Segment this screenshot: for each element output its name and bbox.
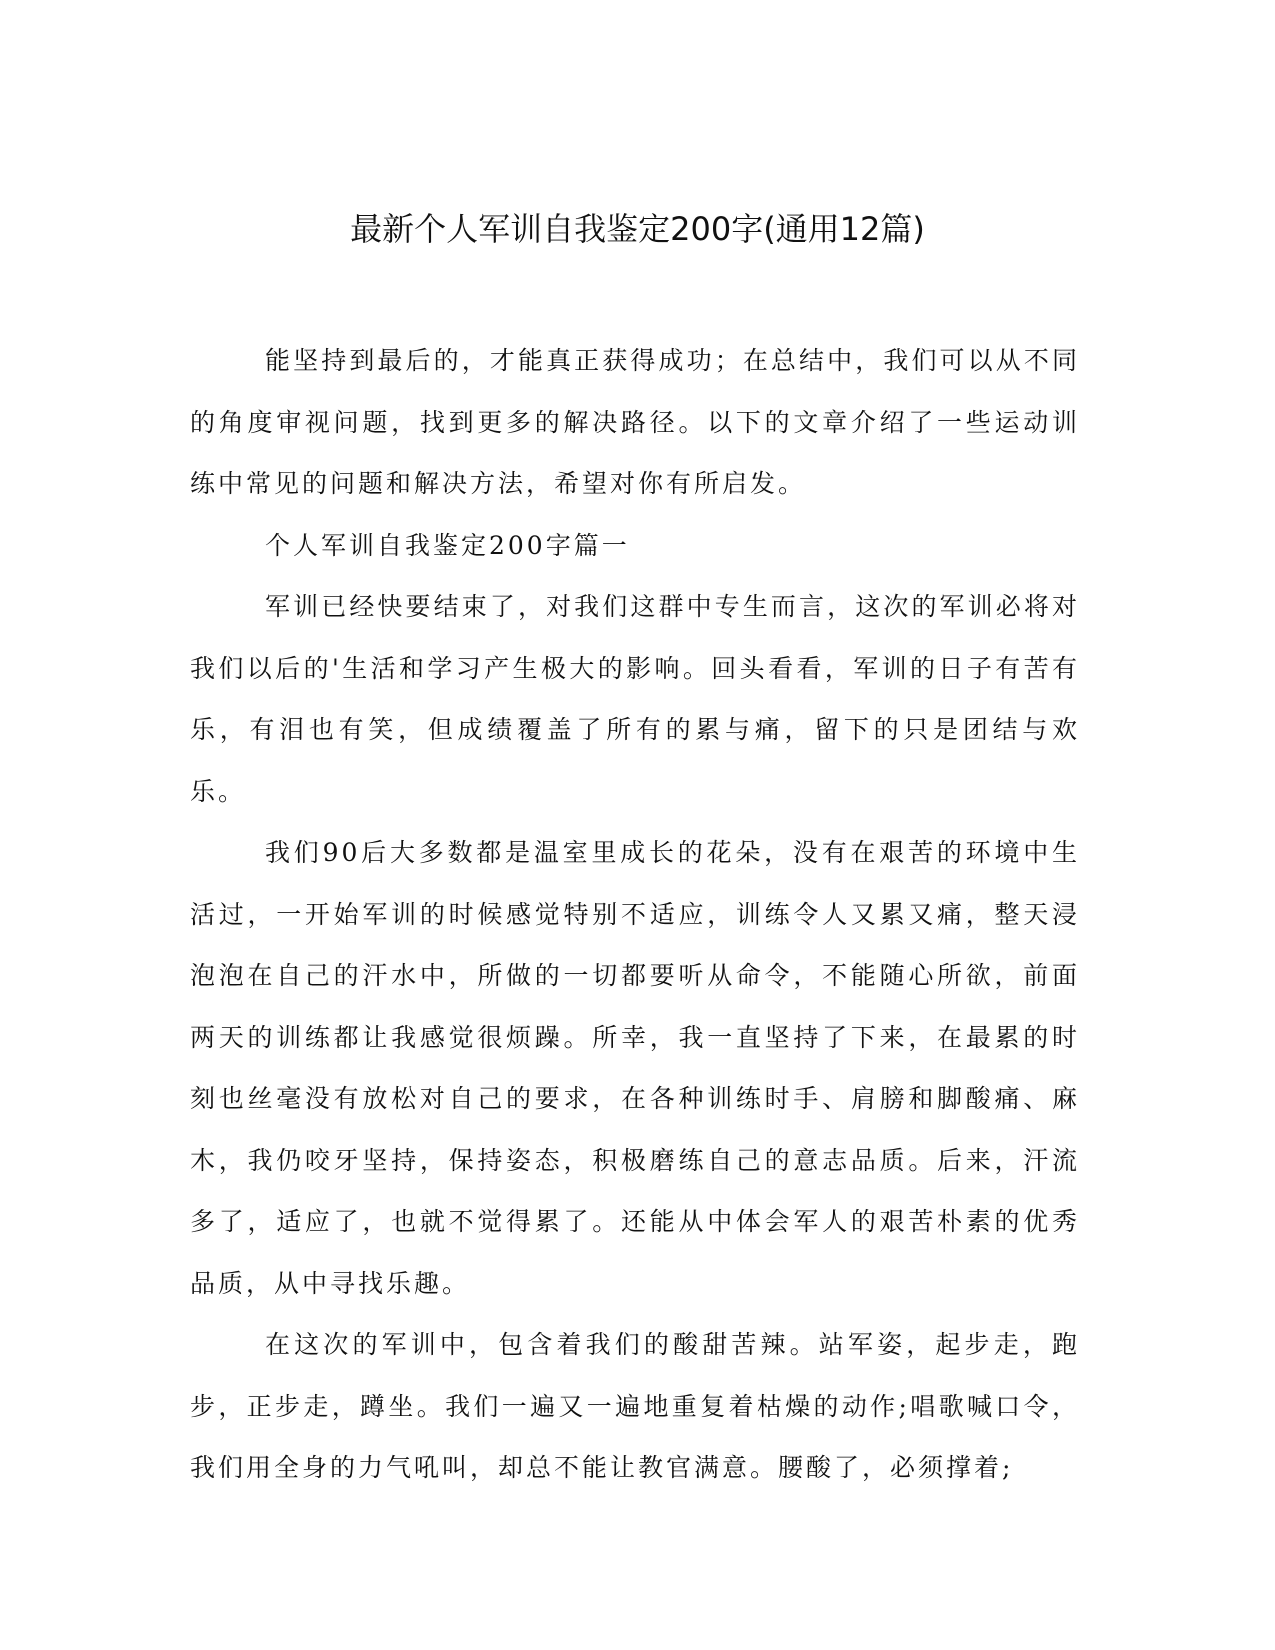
section-heading: 个人军训自我鉴定200字篇一 <box>265 530 630 560</box>
paragraph: 在这次的军训中，包含着我们的酸甜苦辣。站军姿，起步走，跑步，正步走，蹲坐。我们一遍又一遍地重复着枯燥的动作;唱歌喊口令，我们用全身的力气吼叫，却总不能让教官满意。腰酸了，必须撑着; <box>190 1330 1080 1482</box>
document-body <box>190 330 1080 1499</box>
paragraph-intro: 能坚持到最后的，才能真正获得成功；在总结中，我们可以从不同的角度审视问题，找到更多的解决路径。以下的文章介绍了一些运动训练中常见的问题和解决方法，希望对你有所启发。 <box>190 346 1080 498</box>
paragraph: 军训已经快要结束了，对我们这群中专生而言，这次的军训必将对我们以后的'生活和学习产生极大的影响。回头看看，军训的日子有苦有乐，有泪也有笑，但成绩覆盖了所有的累与痛，留下的只是团结与欢乐。 <box>190 592 1080 806</box>
paragraph: 我们90后大多数都是温室里成长的花朵，没有在艰苦的环境中生活过，一开始军训的时候感觉特别不适应，训练令人又累又痛，整天浸泡泡在自己的汗水中，所做的一切都要听从命令，不能随心所欲，前面两天的训练都让我感觉很烦躁。所幸，我一直坚持了下来，在最累的时刻也丝毫没有放松对自己的要求，在各种训练时手、肩膀和脚酸痛、麻木，我仍咬牙坚持，保持姿态，积极磨练自己的意志品质。后来，汗流多了，适应了，也就不觉得累了。还能从中体会军人的艰苦朴素的优秀品质，从中寻找乐趣。 <box>190 838 1080 1298</box>
document-title: 最新个人军训自我鉴定200字(通用12篇) <box>350 210 925 248</box>
